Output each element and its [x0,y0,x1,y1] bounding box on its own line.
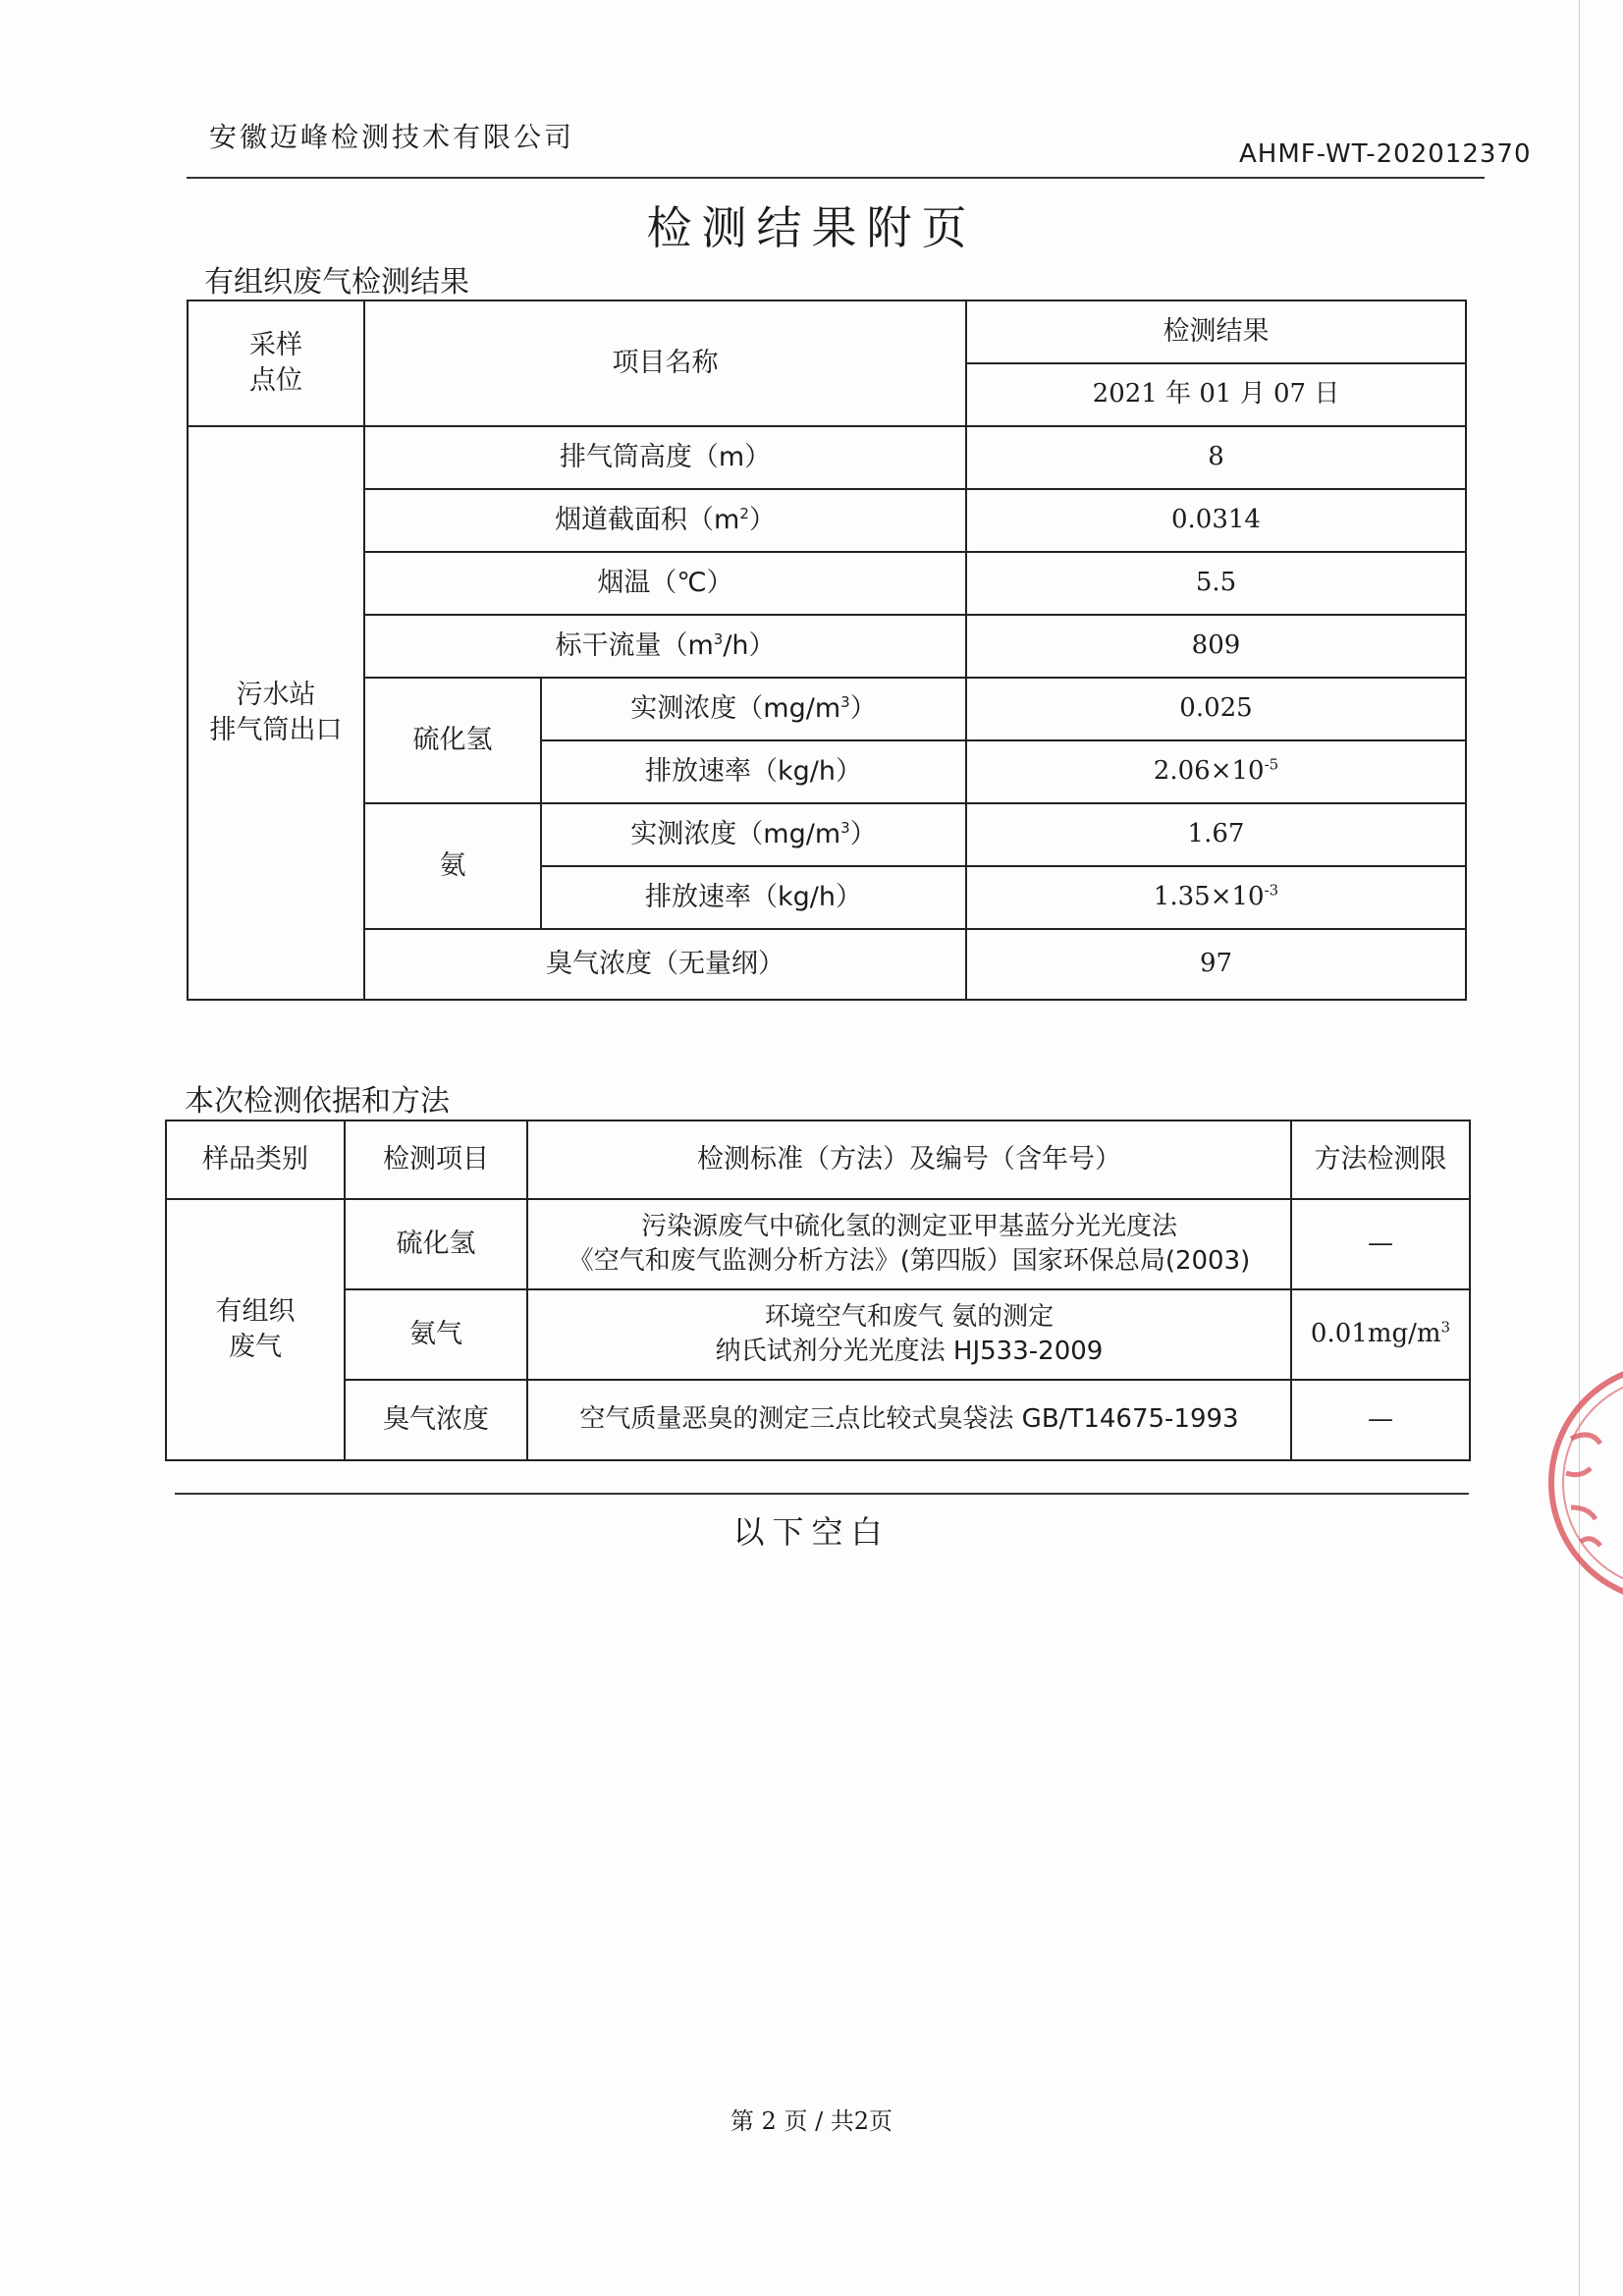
h2s-rate-value: $2.06\times 10^{-5}$ [966,740,1466,803]
std-flow-value: 809 [966,615,1466,678]
methods-table [165,1120,1471,1461]
flue-temp-value: 5.5 [966,552,1466,615]
method-standard-nh3: 环境空气和废气 氨的测定 纳氏试剂分光光度法 HJ533-2009 [527,1289,1291,1380]
h2s-conc-value: 0.025 [966,678,1466,740]
method-item-h2s: 硫化氢 [345,1199,527,1289]
col-header-test-item: 检测项目 [345,1121,527,1199]
std-flow-label: 标干流量$(m^3/h)$ [364,615,966,678]
method-item-odor: 臭气浓度 [345,1380,527,1460]
stack-height-value: 8 [966,426,1466,489]
nh3-conc-label: 实测浓度$(mg/m^3)$ [541,803,966,866]
method-standard-h2s: 污染源废气中硫化氢的测定亚甲基蓝分光光度法 《空气和废气监测分析方法》(第四版）国家环保总局(2003) [527,1199,1291,1289]
method-limit-nh3: $0.01mg/m^3$ [1291,1289,1470,1380]
col-header-site: 采样 点位 [188,301,364,426]
h2s-conc-label: 实测浓度$(mg/m^3)$ [541,678,966,740]
end-divider [175,1493,1469,1495]
page-number: 第 2 页 / 共2页 [730,2107,893,2135]
header-divider [187,177,1485,179]
sample-category: 有组织 废气 [166,1199,345,1460]
method-standard-odor: 空气质量恶臭的测定三点比较式臭袋法 GB/T14675-1993 [527,1380,1291,1460]
method-item-nh3: 氨气 [345,1289,527,1380]
nh3-rate-label: 排放速率（kg/h） [541,866,966,929]
col-header-limit: 方法检测限 [1291,1121,1470,1199]
h2s-rate-label: 排放速率（kg/h） [541,740,966,803]
nh3-name: 氨 [364,803,541,929]
method-limit-h2s: — [1291,1199,1470,1289]
method-limit-odor: — [1291,1380,1470,1460]
flue-area-label: 烟道截面积$(m^2)$ [364,489,966,552]
h2s-name: 硫化氢 [364,678,541,803]
flue-temp-label: 烟温（℃） [364,552,966,615]
seal-stamp [1512,1345,1623,1620]
nh3-conc-value: 1.67 [966,803,1466,866]
page-edge [1579,0,1580,2296]
nh3-rate-value: $1.35\times 10^{-3}$ [966,866,1466,929]
results-table [187,300,1467,1001]
methods-section-title: 本次检测依据和方法 [185,1084,450,1119]
odor-value: 97 [966,929,1466,1000]
report-code: AHMF-WT-202012370 [1239,139,1532,169]
blank-below-note: 以下空白 [732,1513,891,1551]
company-name: 安徽迈峰检测技术有限公司 [209,121,575,153]
stack-height-label: 排气筒高度（m） [364,426,966,489]
odor-label: 臭气浓度（无量纲） [364,929,966,1000]
col-header-item: 项目名称 [364,301,966,426]
page-title: 检测结果附页 [646,201,977,254]
result-date: 2021 年 01 月 07 日 [966,363,1466,426]
results-section-title: 有组织废气检测结果 [204,265,469,300]
col-header-result: 检测结果 [966,301,1466,363]
col-header-category: 样品类别 [166,1121,345,1199]
flue-area-value: 0.0314 [966,489,1466,552]
col-header-standard: 检测标准（方法）及编号（含年号） [527,1121,1291,1199]
sampling-site: 污水站 排气筒出口 [188,426,364,1000]
